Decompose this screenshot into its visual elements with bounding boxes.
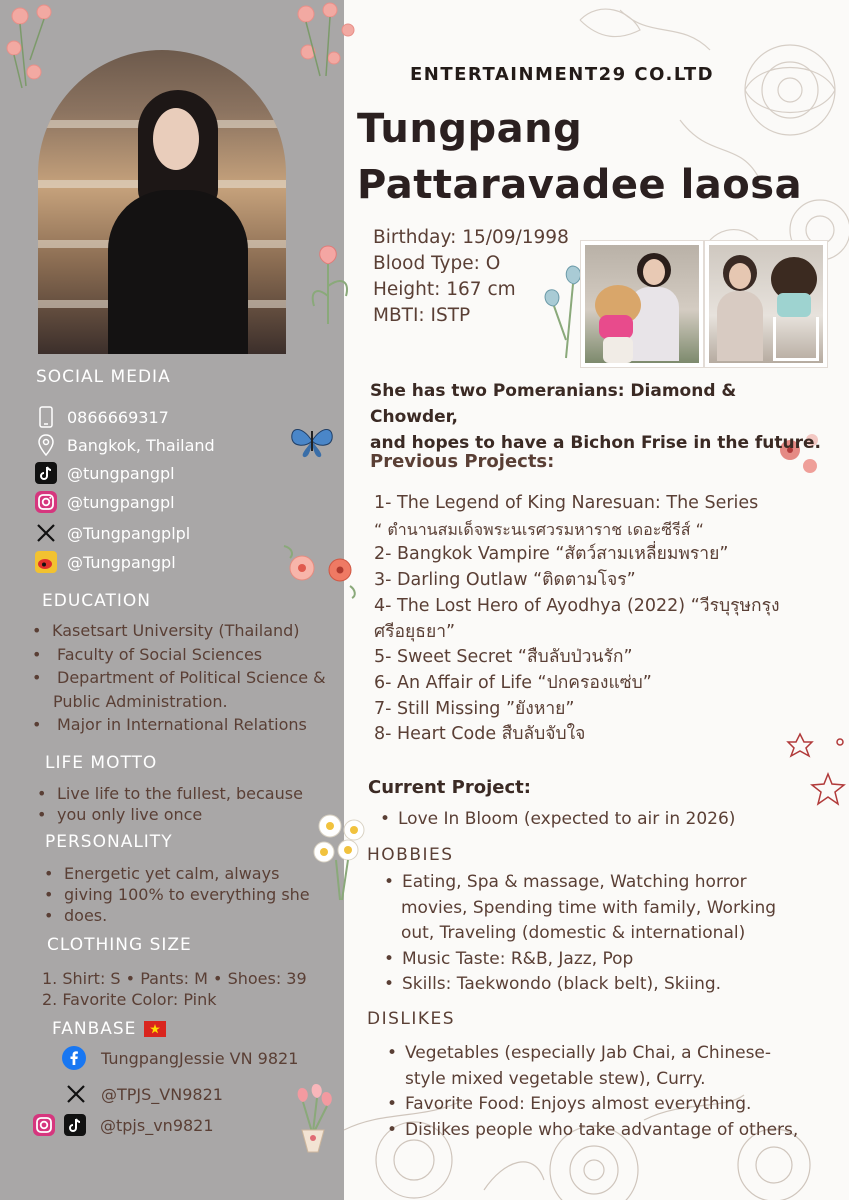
tiktok-icon [34, 461, 58, 485]
education-item: • Kasetsart University (Thailand) [28, 619, 338, 643]
instagram-icon [33, 1114, 55, 1136]
project-item: 3- Darling Outlaw “ติดตามโจร” [374, 570, 636, 591]
dislike-item-continuation: style mixed vegetable stew), Curry. [405, 1068, 706, 1089]
clothing-size-line: 1. Shirt: S • Pants: M • Shoes: 39 [42, 969, 307, 988]
vietnam-flag-icon [144, 1021, 166, 1037]
weibo-handle: @Tungpangpl [67, 552, 176, 572]
pets-line: She has two Pomeranians: Diamond & Chowder, [370, 381, 737, 427]
personality-list [40, 863, 330, 926]
personality-line: • giving 100% to everything she [40, 884, 330, 905]
x-icon [66, 1084, 86, 1104]
hobbies-title: HOBBIES [367, 845, 454, 865]
left-panel [0, 0, 344, 1200]
project-item: 2- Bangkok Vampire “สัตว์สามเหลี่ยมพราย” [374, 544, 729, 565]
hobby-item: • Eating, Spa & massage, Watching horror [372, 870, 812, 896]
dislike-item: • Vegetables (especially Jab Chai, a Chinese- [375, 1041, 825, 1067]
fanbase-facebook-name: TungpangJessie VN 9821 [101, 1048, 299, 1068]
clothing-size-title: CLOTHING SIZE [47, 935, 192, 955]
project-item: “ ตำนานสมเด็จพระนเรศวรมหาราช เดอะซีรีส์ “ [374, 519, 704, 539]
previous-projects-title: Previous Projects: [370, 451, 555, 472]
project-item: 1- The Legend of King Naresuan: The Series [374, 493, 759, 513]
fanbase-title-row [52, 1019, 166, 1039]
education-list [28, 619, 338, 737]
instagram-icon [34, 490, 58, 514]
location-pin-icon [34, 433, 58, 457]
fanbase-ig-tiktok-handle: @tpjs_vn9821 [100, 1115, 214, 1135]
education-item: • Department of Political Science & [28, 666, 338, 690]
phone-row[interactable] [34, 404, 169, 430]
mbti: MBTI: ISTP [373, 305, 471, 326]
dislike-item: • Favorite Food: Enjoys almost everything. [375, 1092, 825, 1118]
hobby-item-continuation: out, Traveling (domestic & international) [401, 923, 746, 943]
personality-line: • does. [40, 905, 330, 926]
dislikes-title: DISLIKES [367, 1009, 456, 1029]
instagram-handle: @tungpangpl [67, 492, 175, 512]
tiktok-handle: @tungpangpl [67, 463, 175, 483]
x-row[interactable] [34, 520, 190, 546]
fanbase-title: FANBASE [52, 1019, 137, 1039]
phone-icon [34, 405, 58, 429]
project-item: 8- Heart Code สืบลับจับใจ [374, 724, 586, 745]
daisy-flowers-decoration [310, 808, 370, 903]
dislikes-list [375, 1041, 825, 1143]
pet-photo-2 [704, 240, 828, 368]
clothing-size-block [42, 968, 307, 1010]
current-project-item: • Love In Bloom (expected to air in 2026) [368, 807, 788, 833]
pet-photo-1 [580, 240, 704, 368]
hobbies-list [372, 870, 812, 998]
tiktok-row[interactable] [34, 460, 175, 486]
hobby-item-continuation: movies, Spending time with family, Working [401, 897, 777, 918]
height: Height: 167 cm [373, 279, 516, 300]
blood-type: Blood Type: O [373, 253, 501, 274]
project-item: 4- The Lost Hero of Ayodhya (2022) “วีรบุรุษกรุง [374, 595, 780, 616]
life-motto-line: • you only live once [33, 804, 333, 825]
favorite-color-line: 2. Favorite Color: Pink [42, 990, 217, 1009]
previous-projects-list [374, 491, 814, 748]
tulip-flower-decoration [300, 236, 360, 326]
education-item-continuation: Public Administration. [53, 691, 228, 711]
pets-line: and hopes to have a Bichon Frise in the future. [370, 433, 821, 453]
person-figure [98, 90, 248, 354]
birthday: Birthday: 15/09/1998 [373, 227, 569, 248]
project-item: 7- Still Missing ”ยังหาย” [374, 698, 575, 719]
butterfly-icon [288, 423, 336, 459]
phone-number: 0866669317 [67, 407, 169, 427]
personality-line: • Energetic yet calm, always [40, 863, 330, 884]
weibo-row[interactable] [34, 549, 176, 575]
fanbase-facebook-row[interactable] [62, 1046, 298, 1070]
name-first: Tungpang [357, 106, 583, 152]
life-motto-list [33, 783, 333, 825]
profile-info [373, 225, 569, 329]
dislike-item: • Dislikes people who take advantage of others, [375, 1118, 825, 1144]
company-name: ENTERTAINMENT29 CO.LTD [410, 64, 715, 85]
social-media-title: SOCIAL MEDIA [36, 367, 171, 387]
current-project-list [368, 807, 788, 833]
x-handle: @Tungpangplpl [67, 523, 191, 543]
location-text: Bangkok, Thailand [67, 435, 215, 455]
education-title: EDUCATION [42, 591, 151, 611]
x-icon [34, 521, 58, 545]
tiktok-icon [64, 1114, 86, 1136]
flower-decoration-top-left [0, 0, 70, 90]
hobby-item: • Music Taste: R&B, Jazz, Pop [372, 947, 812, 973]
instagram-row[interactable] [34, 489, 175, 515]
name-full: Pattaravadee laosa [357, 162, 803, 208]
pink-flowers-decoration [276, 536, 362, 600]
fanbase-ig-tiktok-row[interactable] [33, 1114, 214, 1136]
pets-description [370, 378, 830, 456]
education-item: • Faculty of Social Sciences [28, 643, 338, 667]
project-item: 5- Sweet Secret “สืบลับป่วนรัก” [374, 647, 633, 668]
project-item: ศรีอยุธยา” [374, 621, 456, 642]
life-motto-line: • Live life to the fullest, because [33, 783, 333, 804]
weibo-icon [34, 550, 58, 574]
hobby-item: • Skills: Taekwondo (black belt), Skiing. [372, 972, 812, 998]
profile-photo [38, 50, 286, 354]
project-item: 6- An Affair of Life “ปกครองแซ่บ” [374, 672, 652, 693]
life-motto-title: LIFE MOTTO [45, 753, 158, 773]
fanbase-x-row[interactable] [66, 1084, 223, 1104]
education-item: • Major in International Relations [28, 713, 338, 737]
fanbase-x-handle: @TPJS_VN9821 [101, 1084, 223, 1104]
location-row [34, 432, 215, 458]
flower-decoration-top-right [290, 0, 360, 80]
current-project-title: Current Project: [368, 777, 531, 798]
facebook-icon [62, 1046, 86, 1070]
tulip-bouquet-decoration [288, 1080, 338, 1160]
personality-title: PERSONALITY [45, 832, 173, 852]
